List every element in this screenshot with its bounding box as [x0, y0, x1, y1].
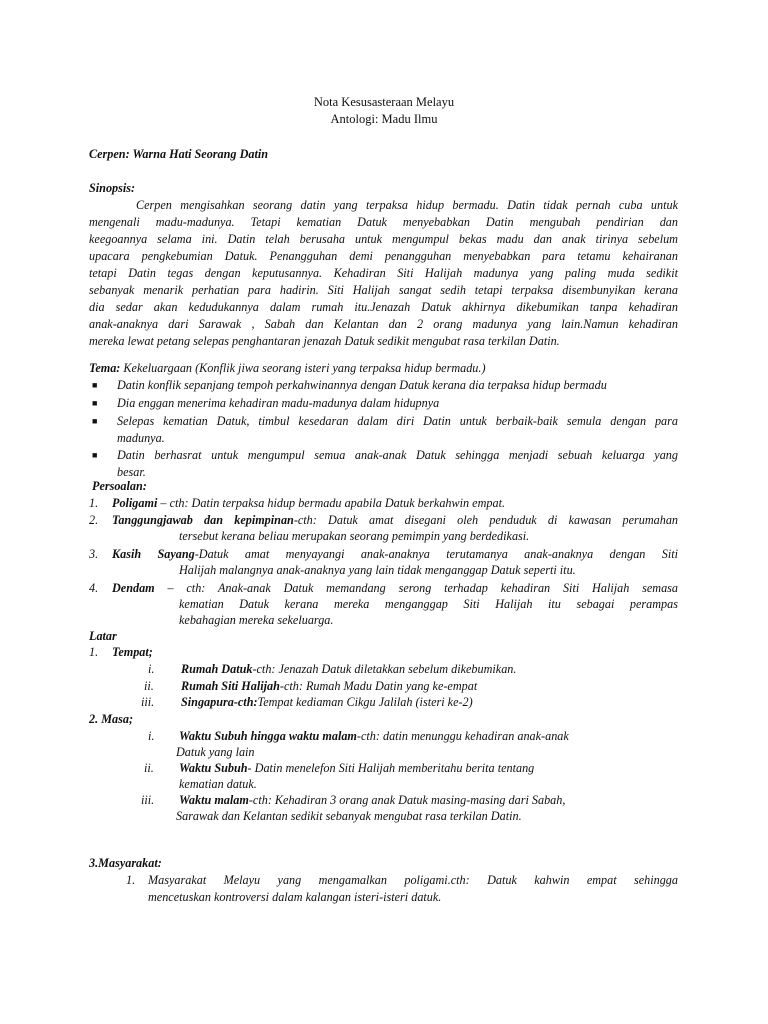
persoalan-number: 3.: [89, 547, 99, 561]
persoalan-keyword: Dendam: [112, 581, 155, 595]
tempat-keyword: Rumah Datuk: [181, 662, 253, 676]
masa-item: [179, 728, 569, 744]
tempat-keyword: Singapura-cth:: [181, 695, 258, 709]
tema-bullet-cont: besar.: [117, 465, 146, 479]
tema-label: Tema:: [89, 361, 121, 375]
tempat-text: -cth: Rumah Madu Datin yang ke-empat: [279, 679, 478, 693]
tema-bullet: Selepas kematian Datuk, timbul kesedaran dalam diri Datin untuk berbaik-baik semula dengan para: [117, 414, 678, 428]
masyarakat-heading: 3.Masyarakat:: [89, 856, 162, 870]
tema-bullet: Datin konflik sepanjang tempoh perkahwinannya dengan Datuk kerana dia terpaksa hidup bermadu: [117, 378, 607, 392]
tema-text: Kekeluargaan (Konflik jiwa seorang isteri yang terpaksa hidup bermadu.): [120, 361, 486, 375]
tempat-numeral: i.: [148, 662, 155, 676]
sinopsis-line: keegoannya selama ini. Datin telah berusaha untuk mengumpul bekas madu dan anak tirinya sebelum: [89, 232, 678, 246]
latar-heading: Latar: [89, 629, 117, 643]
masa-numeral: i.: [148, 729, 155, 743]
persoalan-text: – cth: Datin terpaksa hidup bermadu apabila Datuk berkahwin empat.: [157, 496, 506, 510]
persoalan-cont: kematian Datuk kerana mereka menganggap Siti Halijah itu sebagai perampas: [179, 597, 678, 611]
persoalan-cont: tersebut kerana beliau merupakan seorang pemimpin yang berdedikasi.: [179, 529, 530, 543]
tempat-text: -cth: Jenazah Datuk diletakkan sebelum dikebumikan.: [252, 662, 517, 676]
persoalan-keyword: Kasih Sayang: [112, 547, 195, 561]
tempat-item: [181, 694, 473, 710]
masa-text: - Datin menelefon Siti Halijah memberitahu berita tentang: [247, 761, 535, 775]
document-title: Nota Kesusasteraan Melayu: [313, 95, 455, 109]
persoalan-cont: Halijah malangnya anak-anaknya yang lain tidak menganggap Datuk seperti itu.: [179, 563, 576, 577]
masa-text: -cth: Kehadiran 3 orang anak Datuk masing-masing dari Sabah,: [248, 793, 566, 807]
masyarakat-number: 1.: [126, 873, 136, 887]
tempat-number: 1.: [89, 645, 99, 659]
masyarakat-cont: mencetuskan kontroversi dalam kalangan isteri-isteri datuk.: [148, 890, 442, 904]
persoalan-item: [112, 546, 678, 562]
tempat-keyword: Rumah Siti Halijah: [181, 679, 280, 693]
persoalan-keyword: Poligami: [112, 496, 158, 510]
tema-line: [89, 360, 486, 376]
persoalan-number: 1.: [89, 496, 99, 510]
sinopsis-line: tetapi Datin tegas dengan keputusannya. Kehadiran Siti Halijah madunya yang paling muda sedikit: [89, 266, 678, 280]
masa-keyword: Waktu Subuh: [179, 761, 248, 775]
bullet-icon: ■: [92, 416, 98, 426]
sinopsis-line: mereka lewat petang selepas penghantaran jenazah Datuk sedikit mengubat rasa terkilan Datin.: [89, 334, 560, 348]
masa-cont: kematian datuk.: [179, 777, 257, 791]
bullet-icon: ■: [92, 450, 98, 460]
persoalan-text: -Datuk amat menyayangi anak-anaknya terutamanya anak-anaknya dengan Siti: [194, 547, 678, 561]
masa-numeral: iii.: [141, 793, 155, 807]
masa-numeral: ii.: [144, 761, 154, 775]
masa-keyword: Waktu malam: [179, 793, 249, 807]
masa-cont: Datuk yang lain: [176, 745, 255, 759]
persoalan-item: [112, 495, 505, 511]
tema-bullet: Datin berhasrat untuk mengumpul semua anak-anak Datuk sehingga menjadi sebuah keluarga yang: [117, 448, 678, 462]
sinopsis-heading: Sinopsis:: [89, 181, 136, 195]
masa-keyword: Waktu Subuh hingga waktu malam: [179, 729, 357, 743]
sinopsis-line: mengenali madu-madunya. Tetapi kematian Datuk menyebabkan Datin mengubah pendirian dan: [89, 215, 678, 229]
cerpen-title: Cerpen: Warna Hati Seorang Datin: [89, 147, 269, 161]
tema-bullet: Dia enggan menerima kehadiran madu-madunya dalam hidupnya: [117, 396, 440, 410]
sinopsis-line: anak-anaknya dari Sarawak , Sabah dan Kelantan dan 2 orang madunya yang lain.Namun kehadiran: [89, 317, 678, 331]
persoalan-item: [112, 580, 678, 596]
tempat-numeral: ii.: [144, 679, 154, 693]
tempat-heading: Tempat;: [112, 645, 153, 659]
sinopsis-line: sebanyak menarik perhatian para hadirin. Siti Halijah sangat sedih tetapi terpaksa disembunyikan kerana: [89, 283, 678, 297]
persoalan-heading: Persoalan:: [92, 479, 147, 493]
masa-cont: Sarawak dan Kelantan sedikit sebanyak mengubat rasa terkilan Datin.: [176, 809, 522, 823]
persoalan-text: -cth: Datuk amat disegani oleh penduduk di kawasan perumahan: [293, 513, 679, 527]
sinopsis-line: upacara pengkebumian Datuk. Penangguhan demi penangguhan menyebabkan para tetamu kehairanan: [89, 249, 678, 263]
document-subtitle: Antologi: Madu Ilmu: [330, 112, 438, 126]
persoalan-item: [112, 512, 678, 528]
tempat-text: Tempat kediaman Cikgu Jalilah (isteri ke-2): [257, 695, 473, 709]
bullet-icon: ■: [92, 380, 98, 390]
tempat-item: [181, 678, 477, 694]
masa-item: [179, 792, 565, 808]
sinopsis-line: Cerpen mengisahkan seorang datin yang terpaksa hidup bermadu. Datin tidak pernah cuba untuk: [136, 198, 678, 212]
persoalan-text: – cth: Anak-anak Datuk memandang serong terhadap kehadiran Siti Halijah semasa: [154, 581, 678, 595]
masa-item: [179, 760, 534, 776]
persoalan-keyword: Tanggungjawab dan kepimpinan: [112, 513, 294, 527]
sinopsis-line: dia sedar akan kedudukannya dalam rumah itu.Jenazah Datuk akhirnya dikebumikan tanpa kehadiran: [89, 300, 678, 314]
persoalan-number: 4.: [89, 581, 99, 595]
bullet-icon: ■: [92, 398, 98, 408]
persoalan-cont: kebahagian mereka sekeluarga.: [179, 613, 334, 627]
masyarakat-item: Masyarakat Melayu yang mengamalkan poligami.cth: Datuk kahwin empat sehingga: [148, 873, 678, 887]
tema-bullet-cont: madunya.: [117, 431, 165, 445]
masa-text: -cth: datin menunggu kehadiran anak-anak: [356, 729, 569, 743]
tempat-item: [181, 661, 516, 677]
masa-heading: 2. Masa;: [89, 712, 134, 726]
tempat-numeral: iii.: [141, 695, 155, 709]
persoalan-number: 2.: [89, 513, 99, 527]
